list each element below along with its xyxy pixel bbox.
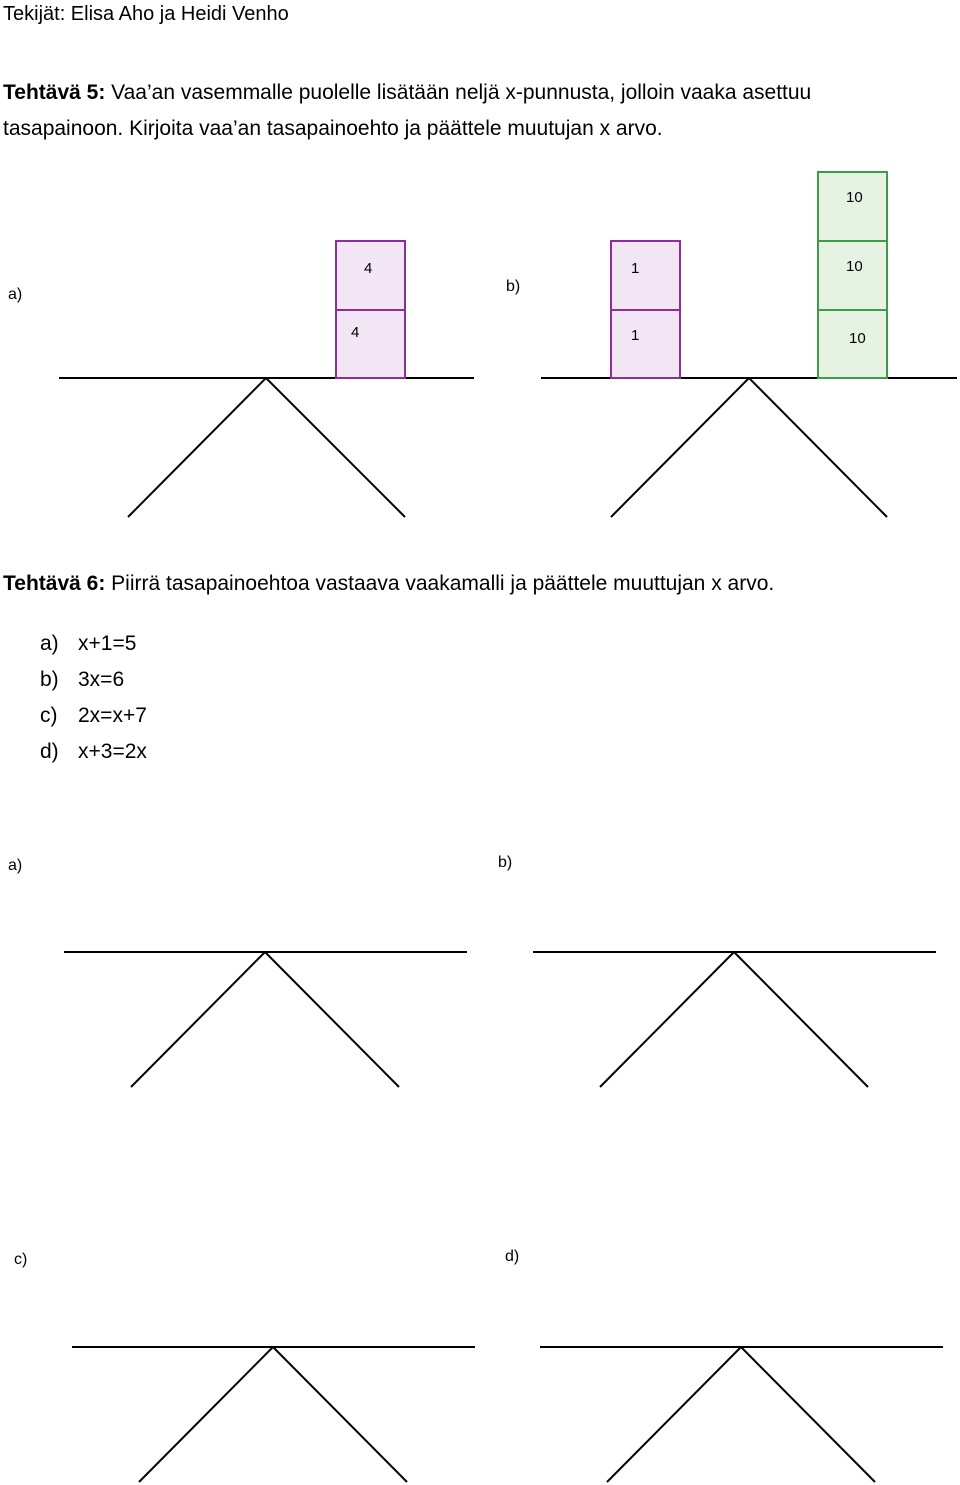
balance-scale-6b [533, 952, 936, 1087]
scale6c-label: c) [14, 1251, 28, 1268]
scale-leg [607, 1347, 741, 1482]
scale5b-label: b) [506, 278, 521, 295]
task5-line2: tasapainoon. Kirjoita vaa’an tasapainoehto ja päättele muutujan x arvo. [3, 117, 663, 140]
scale6a-label: a) [8, 857, 23, 874]
weight-block [336, 310, 405, 378]
scale-leg [131, 952, 265, 1087]
scale-leg [273, 1347, 407, 1482]
scale-leg [266, 378, 405, 517]
item-letter: a) [40, 632, 59, 655]
list-item [40, 662, 147, 698]
weight-label: 4 [351, 324, 360, 341]
scale6d-label: d) [505, 1248, 520, 1265]
balance-scale-6d [540, 1347, 943, 1482]
scale-leg [741, 1347, 875, 1482]
item-equation: x+3=2x [78, 740, 147, 763]
weight-label: 1 [631, 260, 640, 277]
balance-scale-5b [541, 172, 957, 517]
item-equation: x+1=5 [78, 632, 137, 655]
balance-scale-6c [72, 1347, 475, 1482]
scale-leg [734, 952, 868, 1087]
task6-equation-list [40, 626, 147, 770]
weight-label: 1 [631, 327, 640, 344]
author-line: Tekijät: Elisa Aho ja Heidi Venho [3, 3, 289, 25]
task6-title: Tehtävä 6: [3, 572, 106, 595]
weight-label: 10 [846, 258, 863, 275]
weight-label: 4 [364, 260, 373, 277]
scale-leg [600, 952, 734, 1087]
scale-leg [749, 378, 887, 517]
task6-text: Piirrä tasapainoehtoa vastaava vaakamalli ja päättele muuttujan x arvo. [111, 572, 775, 595]
item-letter: c) [40, 704, 58, 727]
weight-label: 10 [849, 330, 866, 347]
weight-label: 10 [846, 189, 863, 206]
scale5a-label: a) [8, 286, 23, 303]
item-equation: 3x=6 [78, 668, 125, 691]
list-item [40, 626, 147, 662]
item-letter: b) [40, 668, 59, 691]
scale-leg [611, 378, 749, 517]
item-letter: d) [40, 740, 59, 763]
list-item [40, 698, 147, 734]
weight-block [611, 310, 680, 378]
scale6b-label: b) [498, 854, 513, 871]
balance-scale-6a [64, 952, 467, 1087]
item-equation: 2x=x+7 [78, 704, 147, 727]
weight-block [611, 241, 680, 310]
scale-leg [128, 378, 266, 517]
task6-heading [3, 570, 774, 598]
scale-leg [139, 1347, 273, 1482]
task5-title: Tehtävä 5: [3, 81, 106, 104]
weight-block [818, 172, 887, 241]
scale-leg [265, 952, 399, 1087]
list-item [40, 734, 147, 770]
weight-block [818, 241, 887, 310]
task5-line1: Vaa’an vasemmalle puolelle lisätään neljä x-punnusta, jolloin vaaka asettuu [111, 81, 812, 104]
balance-scale-5a [59, 241, 474, 517]
